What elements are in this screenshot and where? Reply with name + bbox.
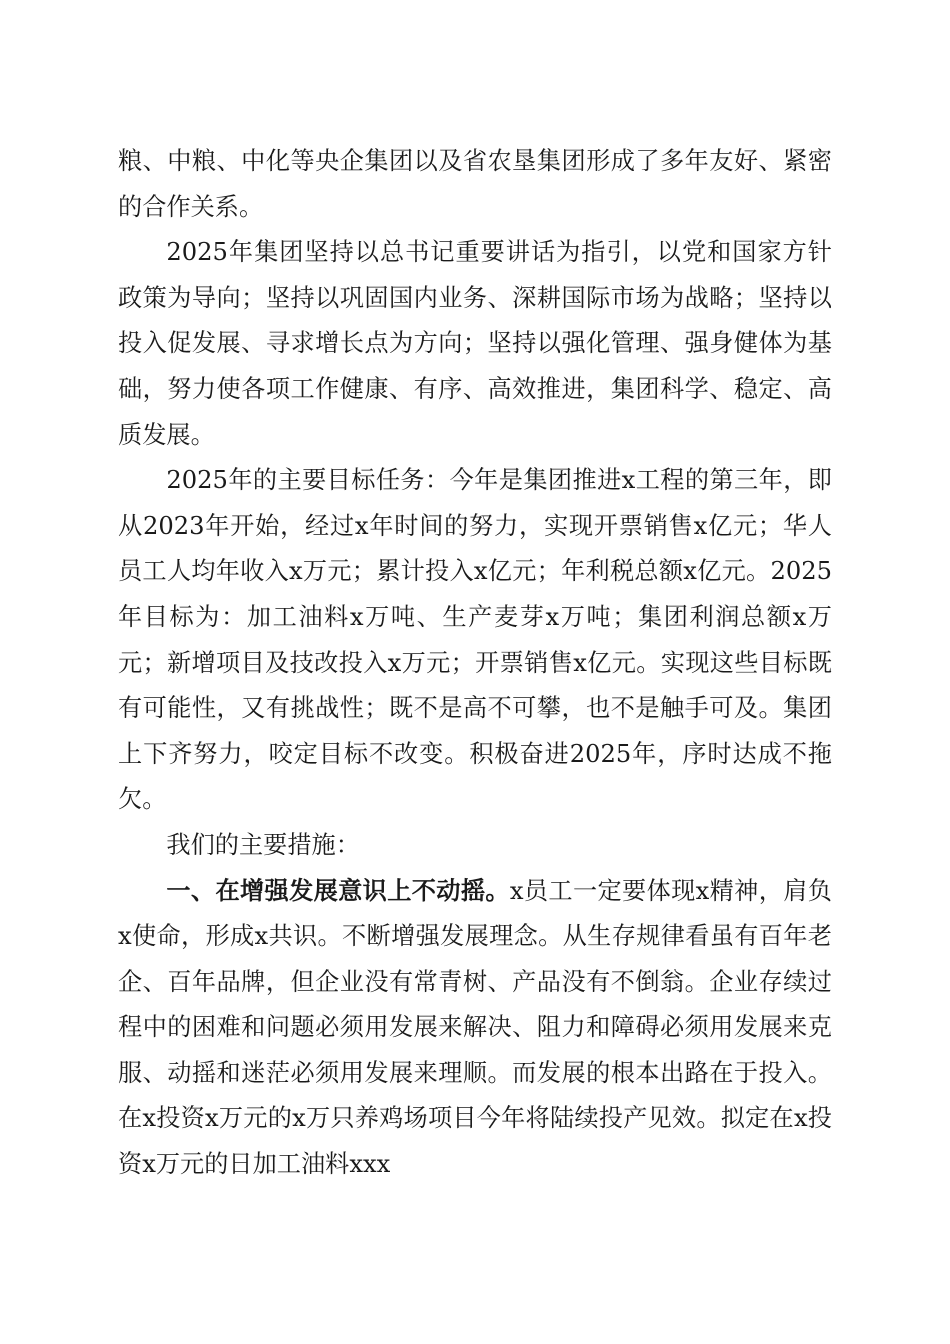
measure-one-body: x员工一定要体现x精神，肩负x使命，形成x共识。不断增强发展理念。从生存规律看虽有百年老企、百年品牌，但企业没有常青树、产品没有不倒翁。企业存续过程中的困难和问题必须用发展来解决、阻力和障碍必须用发展来克服、动摇和迷茫必须用发展来理顺。而发展的根本出路在于投入。在x投资x万元的x万只养鸡场项目今年将陆续投产见效。拟定在x投资x万元的日加工油料xxx [118,876,832,1179]
document-body [118,139,832,1188]
paragraph-2025-targets: 2025年的主要目标任务：今年是集团推进x工程的第三年，即从2023年开始，经过x年时间的努力，实现开票销售x亿元；华人员工人均年收入x万元；累计投入x亿元；年利税总额x亿元。2025年目标为：加工油料x万吨、生产麦芽x万吨；集团利润总额x万元；新增项目及技改投入x万元；开票销售x亿元。实现这些目标既有可能性，又有挑战性；既不是高不可攀，也不是触手可及。集团上下齐努力，咬定目标不改变。积极奋进2025年，序时达成不拖欠。 [118,466,832,814]
paragraph-partnership: 粮、中粮、中化等央企集团以及省农垦集团形成了多年友好、紧密的合作关系。 [118,147,832,221]
paragraph-2025-guidelines: 2025年集团坚持以总书记重要讲话为指引，以党和国家方针政策为导向；坚持以巩固国内业务、深耕国际市场为战略；坚持以投入促发展、寻求增长点为方向；坚持以强化管理、强身健体为基础，努力使各项工作健康、有序、高效推进，集团科学、稳定、高质发展。 [118,238,832,449]
measure-one-heading: 一、在增强发展意识上不动摇。 [166,876,510,905]
paragraph-measures-intro: 我们的主要措施： [166,830,360,859]
paragraph-measure-one [118,869,832,1188]
